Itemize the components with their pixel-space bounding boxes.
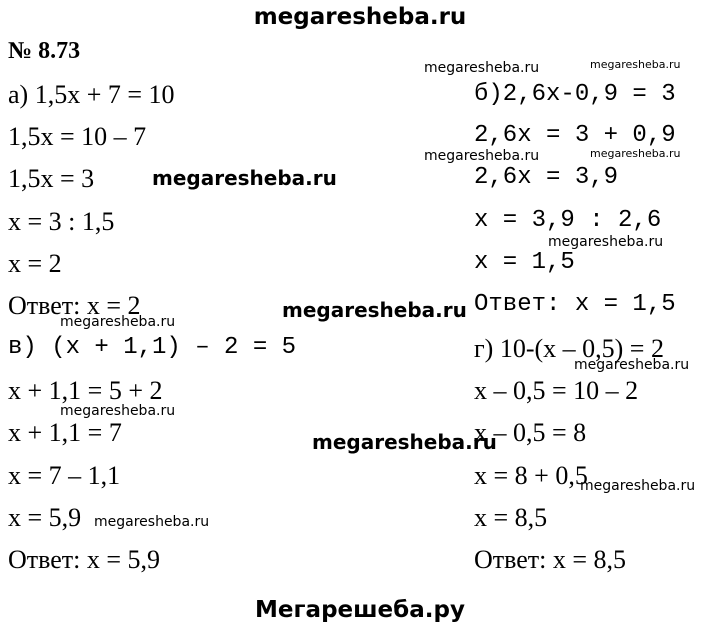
watermark-tiny: megaresheba.ru — [590, 147, 681, 160]
part-b-line-3: 2,6х = 3,9 — [474, 164, 619, 191]
part-v-line-4: х = 7 – 1,1 — [8, 461, 121, 490]
watermark-tiny: megaresheba.ru — [590, 58, 681, 71]
part-v-line-1: в) (х + 1,1) – 2 = 5 — [8, 334, 297, 361]
part-g-line-1: г) 10-(х – 0,5) = 2 — [474, 334, 664, 363]
watermark-big: megaresheba.ru — [312, 430, 497, 454]
part-g-line-3: х – 0,5 = 8 — [474, 418, 587, 447]
part-a-answer: Ответ: х = 2 — [8, 291, 141, 320]
part-v-answer: Ответ: х = 5,9 — [8, 545, 161, 574]
watermark-big: megaresheba.ru — [282, 298, 467, 322]
watermark-small: megaresheba.ru — [60, 403, 176, 419]
part-g-line-5: х = 8,5 — [474, 503, 548, 532]
problem-number: № 8.73 — [8, 38, 81, 64]
watermark-small: megaresheba.ru — [580, 478, 696, 494]
watermark-small: megaresheba.ru — [574, 357, 690, 373]
watermark-big: megaresheba.ru — [152, 166, 337, 190]
part-b-line-4: х = 3,9 : 2,6 — [474, 207, 662, 234]
watermark-small: megaresheba.ru — [424, 60, 540, 76]
part-a-line-1: а) 1,5х + 7 = 10 — [8, 80, 175, 109]
part-g-line-4: х = 8 + 0,5 — [474, 461, 588, 490]
part-b-line-1: б)2,6х-0,9 = 3 — [474, 81, 676, 108]
site-header: megaresheba.ru — [253, 4, 467, 30]
part-b-line-5: х = 1,5 — [474, 249, 575, 276]
part-a-line-3: 1,5х = 3 — [8, 164, 95, 193]
part-v-line-5: х = 5,9 — [8, 503, 82, 532]
part-g-line-2: х – 0,5 = 10 – 2 — [474, 376, 639, 405]
site-footer: Мегарешеба.ру — [255, 597, 465, 623]
part-b-line-2: 2,6х = 3 + 0,9 — [474, 122, 676, 149]
part-v-line-3: х + 1,1 = 7 — [8, 418, 122, 447]
part-a-line-4: х = 3 : 1,5 — [8, 207, 115, 236]
part-g-answer: Ответ: х = 8,5 — [474, 545, 627, 574]
watermark-small: megaresheba.ru — [548, 234, 664, 250]
part-a-line-5: х = 2 — [8, 249, 62, 278]
part-b-answer: Ответ: х = 1,5 — [474, 291, 676, 318]
watermark-small: megaresheba.ru — [424, 148, 540, 164]
part-a-line-2: 1,5х = 10 – 7 — [8, 122, 147, 151]
watermark-small: megaresheba.ru — [60, 314, 176, 330]
part-v-line-2: х + 1,1 = 5 + 2 — [8, 376, 163, 405]
watermark-small: megaresheba.ru — [94, 514, 210, 530]
